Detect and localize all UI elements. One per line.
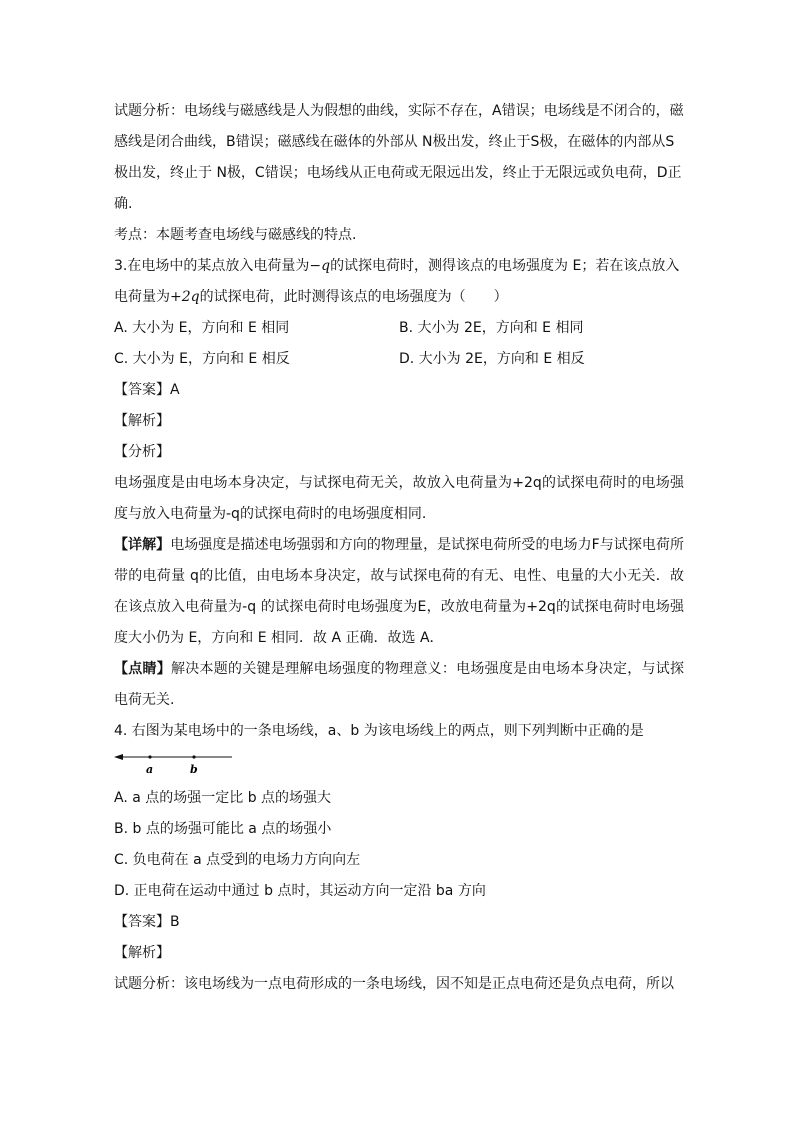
q3-answer: 【答案】A: [114, 382, 180, 398]
point-b: [192, 755, 195, 758]
q3-stem-text: 的试探电荷时，测得该点的电场强度为 E；若在该点放入: [330, 258, 680, 274]
q4-analysis-start: 试题分析：该电场线为一点电荷形成的一条电场线，因不知是正点电荷还是负点电荷，所以: [114, 976, 674, 992]
point-a-label: a: [146, 763, 154, 776]
analysis-line: 确.: [114, 196, 133, 212]
q3-detail: [114, 530, 684, 654]
q3-dianjing-text: 解决本题的关键是理解电场强度的物理意义：电场强度是由电场本身决定，与试探电荷无关.: [114, 661, 685, 708]
q3-stem-text: 3.在电场中的某点放入电荷量为: [114, 258, 310, 274]
field-line-figure: [114, 749, 684, 779]
q3-options-row1: [114, 313, 684, 344]
q4-option-b: B. b 点的场强可能比 a 点的场强小: [114, 821, 332, 837]
q3-fenxi-text: 电场强度是由电场本身决定，与试探电荷无关，故放入电荷量为+2q的试探电荷时的电场强度与放入电荷量为-q的试探电荷时的电场强度相同.: [114, 475, 684, 522]
q3-dianjing-label: 【点睛】: [114, 661, 172, 677]
field-line-svg: [114, 749, 244, 779]
q3-option-a: A. 大小为 E，方向和 E 相同: [114, 320, 290, 336]
q3-stem-line1: [114, 251, 684, 282]
q4-option-d: D. 正电荷在运动中通过 b 点时，其运动方向一定沿 ba 方向: [114, 883, 486, 899]
q3-detail-label: 【详解】: [114, 537, 171, 553]
document-page: [114, 96, 684, 1000]
q4-option-c: C. 负电荷在 a 点受到的电场力方向向左: [114, 852, 361, 868]
q3-charge-var: +2q: [170, 289, 200, 305]
analysis-line: 极出发，终止于 N极，C错误；电场线从正电荷或无限远出发，终止于无限远或负电荷，D正: [114, 165, 682, 181]
q4-stem: 4. 右图为某电场中的一条电场线，a、b 为该电场线上的两点，则下列判断中正确的是: [114, 723, 644, 739]
q4-option-a: A. a 点的场强一定比 b 点的场强大: [114, 790, 332, 806]
q3-jiexi-label: 【解析】: [114, 413, 170, 429]
point-a: [148, 755, 151, 758]
point-b-label: b: [190, 763, 198, 776]
analysis-line: 感线是闭合曲线，B错误；磁感线在磁体的外部从 N极出发，终止于S极，在磁体的内部从S: [114, 134, 675, 150]
q3-stem-text: 电荷量为: [114, 289, 170, 305]
q4-answer: 【答案】B: [114, 914, 180, 930]
q3-stem-line2: [114, 282, 684, 313]
q3-option-c: C. 大小为 E，方向和 E 相反: [114, 351, 290, 367]
kaodian-line: 考点：本题考查电场线与磁感线的特点.: [114, 227, 357, 243]
q3-options-row2: [114, 344, 684, 375]
analysis-line: 试题分析：电场线与磁感线是人为假想的曲线，实际不存在，A错误；电场线是不闭合的，磁: [114, 103, 684, 119]
q3-fenxi-label: 【分析】: [114, 444, 170, 460]
q3-stem-text: 的试探电荷，此时测得该点的电场强度为（ ）: [199, 289, 508, 305]
q3-option-b: B. 大小为 2E，方向和 E 相同: [399, 320, 584, 336]
q3-option-d: D. 大小为 2E，方向和 E 相反: [399, 351, 585, 367]
q3-detail-text: 电场强度是描述电场强弱和方向的物理量，是试探电荷所受的电场力F与试探电荷所带的电荷量 q的比值，由电场本身决定，故与试探电荷的有无、电性、电量的大小无关．故在该点放入电荷量为-q 的试探电荷时电场强度为E，改放电荷量为+2q的试探电荷时电场强度大小仍为 E，方向和 E 相同．故 A 正确．故选 A．: [114, 537, 684, 646]
q3-dianjing: [114, 654, 684, 716]
q4-jiexi-label: 【解析】: [114, 945, 170, 961]
arrowhead-left-icon: [114, 754, 123, 760]
q3-charge-var: −q: [309, 258, 331, 274]
